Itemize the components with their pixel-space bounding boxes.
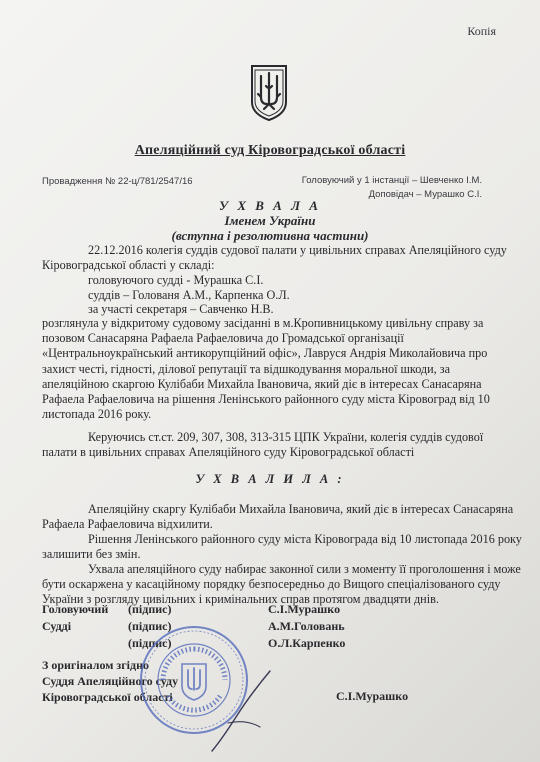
paragraph-line: апеляційною скаргою Кулібаби Михайла Івановича, який діє в інтересах Санасаряна — [42, 376, 482, 391]
signed-mark: (підпис) — [128, 602, 172, 616]
certification-line: Суддя Апеляційного суду — [42, 674, 179, 688]
decision-heading: У Х В А Л И Л А : — [195, 472, 345, 486]
certification-line: З оригіналом згідно — [42, 658, 149, 672]
decision-line: Апеляційну скаргу Кулібаби Михайла Івановича, який діє в інтересах Санасаряна — [88, 502, 514, 516]
case-paragraph — [42, 316, 500, 422]
decision-line: залишити без змін. — [42, 547, 141, 561]
parts-subtitle: (вступна і резолютивна частини) — [171, 228, 369, 243]
guided-by-line: Керуючись ст.ст. 209, 307, 308, 313-315 ЦПК України, колегія суддів судової — [88, 430, 484, 444]
decision-line: Рішення Ленінського районного суду міста Кіровограда від 10 листопада 2016 року — [88, 532, 522, 546]
certification-line: Кіровоградської області — [42, 690, 173, 704]
signature-name: О.Л.Карпенко — [268, 636, 346, 650]
intro-line: за участі секретаря – Савченко Н.В. — [88, 302, 274, 316]
case-number: Провадження № 22-ц/781/2547/16 — [42, 176, 193, 187]
decision-line: Ухвала апеляційного суду набирає законної сили з моменту її проголошення і може — [88, 562, 521, 576]
trident-emblem-icon — [249, 64, 289, 122]
intro-line: головуючого судді - Мурашка С.І. — [88, 273, 264, 287]
ruling-title: У Х В А Л А — [219, 198, 321, 213]
court-name: Апеляційний суд Кіровоградської області — [134, 143, 406, 158]
signed-mark: (підпис) — [128, 619, 172, 633]
decision-line: України з розгляду цивільних і кримінальних справ протягом двадцяти днів. — [42, 592, 439, 606]
presiding-label: Головуючий — [42, 602, 109, 616]
intro-line: 22.12.2016 колегія суддів судової палати у цивільних справах Апеляційного суду — [88, 243, 507, 257]
certifier-name: С.І.Мурашко — [336, 689, 409, 703]
copy-label: Копія — [467, 24, 496, 38]
paragraph-line: розглянула у відкритому судовому засіданні в м.Кропивницькому цивільну справу за — [42, 316, 484, 330]
handwritten-signature-icon — [200, 665, 280, 755]
signature-name: С.І.Мурашко — [268, 602, 341, 616]
signed-mark: (підпис) — [128, 636, 172, 650]
judges-label: Судді — [42, 619, 72, 633]
reporter: Доповідач – Мурашко С.І. — [368, 189, 482, 200]
intro-line: Кіровоградської області у складі: — [42, 258, 215, 272]
paragraph-line: захист честі, гідності, ділової репутації та відшкодування моральної шкоди, за — [42, 361, 450, 376]
paragraph-line: Рафаела Рафаеловича на рішення Ленінського районного суду міста Кіровоград від 10 — [42, 392, 490, 407]
decision-line: бути оскаржена у касаційному порядку безпосередньо до Вищого спеціалізованого суду — [42, 577, 501, 591]
paragraph-line: листопада 2016 року. — [42, 407, 152, 422]
presiding-first-instance: Головуючий у 1 інстанції – Шевченко І.М. — [301, 175, 482, 186]
in-name-of-ukraine: Іменем України — [224, 213, 316, 228]
guided-by-line: палати в цивільних справах Апеляційного суду Кіровоградської області — [42, 445, 415, 459]
paragraph-line: позовом Санасаряна Рафаела Рафаеловича до Громадської організації — [42, 331, 404, 346]
paragraph-line: «Центральноукраїнський антикорупційний офіс», Лавруся Андрія Миколайовича про — [42, 346, 488, 361]
decision-line: Рафаела Рафаеловича відхилити. — [42, 517, 213, 531]
signature-name: А.М.Головань — [268, 619, 345, 633]
intro-line: суддів – Голованя А.М., Карпенка О.Л. — [88, 288, 290, 302]
